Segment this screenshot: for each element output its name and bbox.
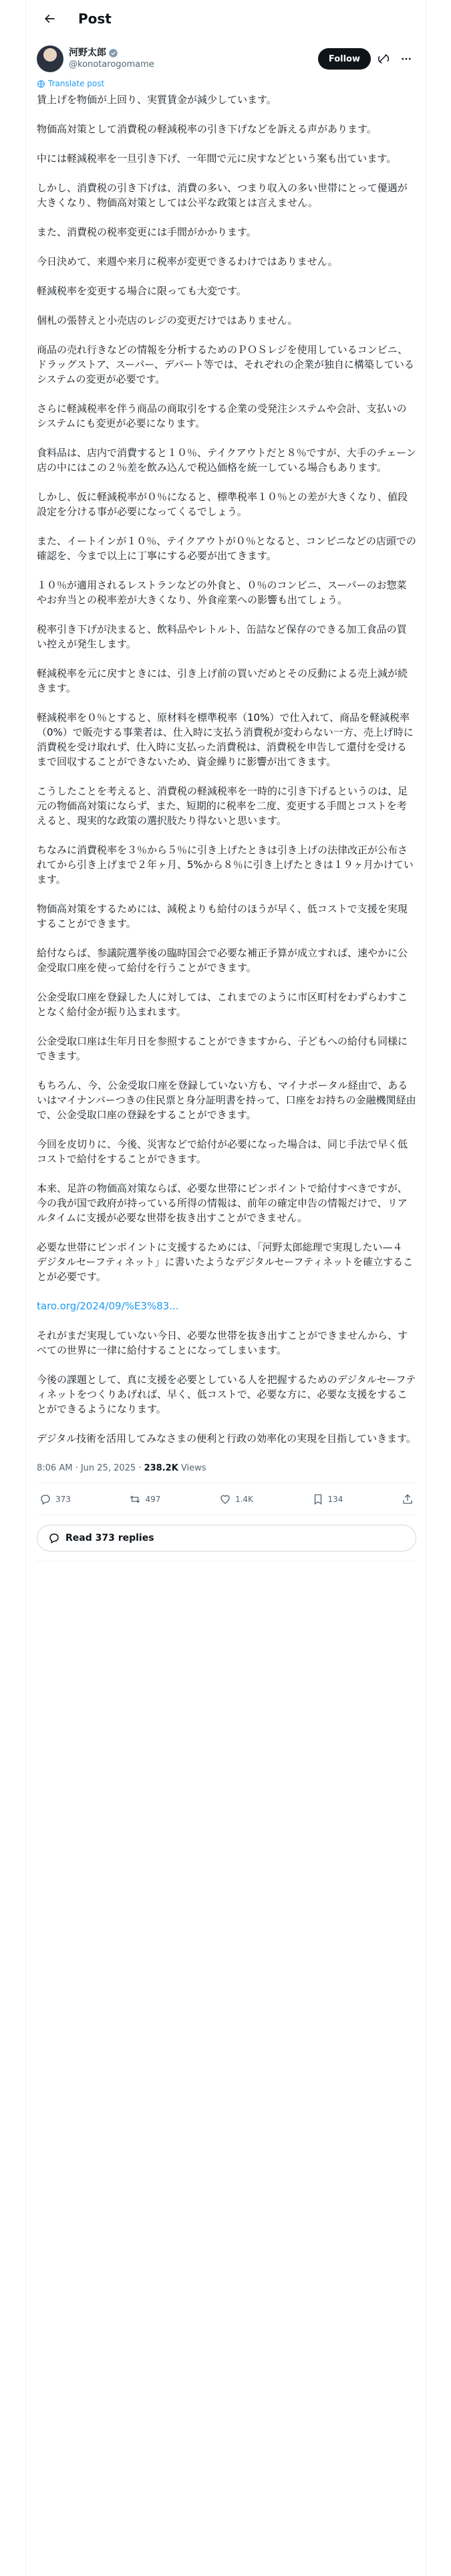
bookmark-icon (312, 1493, 324, 1505)
main-column (25, 0, 426, 2576)
post-paragraph: 給付ならば、参議院選挙後の臨時国会で必要な補正予算が成立すれば、速やかに公金受取口座を使って給付を行うことができます。 (37, 947, 408, 974)
post-paragraph: 税率引き下げが決まると、飲料品やレトルト、缶詰など保存のできる加工食品の買い控えが発生します。 (37, 623, 407, 650)
translate-post-link[interactable] (37, 79, 104, 88)
post-paragraph: 必要な世帯にピンポイントに支援するためには、「河野太郎総理で実現したい—４ デジタルセーフティネット」に書いたようなデジタルセーフティネットを確立することが必要です。 (37, 1241, 414, 1283)
translate-label: Translate post (48, 79, 105, 88)
post-paragraph: 軽減税率を変更する場合に限っても大変です。 (37, 285, 247, 297)
views-label: Views (178, 1463, 206, 1473)
post (26, 41, 426, 1562)
post-paragraph: １０％が適用されるレストランなどの外食と、０％のコンビニ、スーパーのお惣菜やお弁当との税率差が大きくなり、外食産業への影響も出てしょう。 (37, 579, 407, 606)
repost-count: 497 (145, 1494, 161, 1504)
post-link[interactable]: taro.org/2024/09/%E3%83... (37, 1300, 179, 1312)
reply-button[interactable] (39, 1493, 71, 1505)
grok-icon (378, 53, 390, 65)
post-paragraph: また、イートインが１０％、テイクアウトが０％となると、コンビニなどの店頭での確認を、今まで以上に丁寧にする必要が出てきます。 (37, 535, 416, 562)
share-button[interactable] (402, 1493, 414, 1505)
post-paragraph: 物価高対策をするためには、減税よりも給付のほうが早く、低コストで支援を実現することができます。 (37, 903, 408, 930)
post-paragraph: 中には軽減税率を一旦引き下げ、一年間で元に戻すなどという案も出ています。 (37, 152, 397, 165)
author-row (37, 41, 416, 76)
post-paragraph: それがまだ実現していない今日、必要な世帯を抜き出すことができませんから、すべての世界に一律に給付することになってしまいます。 (37, 1329, 408, 1356)
post-paragraph: 今後の課題として、真に支援を必要としている人を把握するためのデジタルセーフティネットをつくりあげれば、早く、低コストで、必要な方に、必要な支援をすることができるようになります。 (37, 1374, 416, 1415)
post-paragraph: 個札の張替えと小売店のレジの変更だけではありません。 (37, 314, 298, 326)
handle[interactable]: @konotarogomame (69, 59, 154, 70)
post-paragraph: 軽減税率を０％とすると、原材料を標準税率（10%）で仕入れて、商品を軽減税率（0%）で販売する事業者は、仕入時に支払う消費税が変わらない一方、売上げ時に消費税を受け取れず、仕入時に支払った消費税は、消費税を申告して還付を受けるまで回収することができないため、資金繰りに影響が出てきます。 (37, 712, 414, 768)
like-count: 1.4K (235, 1494, 253, 1504)
post-paragraph: しかし、消費税の引き下げは、消費の多い、つまり収入の多い世帯にとって優遇が大きくなり、物価高対策としては公平な政策とは言えません。 (37, 182, 408, 209)
post-paragraph: 物価高対策として消費税の軽減税率の引き下げなどを訴える声があります。 (37, 123, 377, 135)
page-title: Post (78, 11, 112, 27)
display-name[interactable]: 河野太郎 (69, 47, 106, 59)
views-count: 238.2K (144, 1463, 178, 1473)
divider (37, 1561, 416, 1562)
repost-icon (129, 1493, 141, 1505)
top-bar (26, 0, 426, 37)
verified-badge-icon (108, 48, 118, 58)
reply-icon (39, 1493, 51, 1505)
grok-button[interactable] (373, 49, 394, 69)
post-paragraph: 商品の売れ行きなどの情報を分析するためのＰＯＳレジを使用しているコンビニ、ドラッグストア、スーパー、デパート等では、それぞれの企業が独自に構築しているシステムの変更が必要です。 (37, 344, 414, 385)
author-names (69, 47, 318, 70)
bookmark-count: 134 (327, 1494, 343, 1504)
post-paragraph: 軽減税率を元に戻すときには、引き上げ前の買いだめとその反動による売上減が続きます。 (37, 667, 408, 694)
post-timestamp[interactable]: 8:06 AM · Jun 25, 2025 · (37, 1463, 144, 1473)
repost-button[interactable] (129, 1493, 160, 1505)
back-button[interactable] (38, 7, 61, 30)
read-replies-label: Read 373 replies (65, 1533, 154, 1543)
post-paragraph: こうしたことを考えると、消費税の軽減税率を一時的に引き下げるというのは、足元の物価高対策にならず、また、短期的に税率を二度、変更する手間とコストを考えると、現実的な政策の選択肢たり得ないと思います。 (37, 785, 408, 827)
post-paragraph: 食料品は、店内で消費すると１０％、テイクアウトだと８％ですが、大手のチェーン店の中にはこの２％差を飲み込んで税込価格を統一している場合もあります。 (37, 447, 416, 473)
action-bar (37, 1483, 416, 1515)
like-button[interactable] (219, 1493, 253, 1505)
share-icon (402, 1493, 414, 1505)
post-paragraph: ちなみに消費税率を３％から５％に引き上げたときは引き上げの法律改正が公布されてから引き上げまで２年ヶ月、5%から８％に引き上げたときは１９ヶ月かけています。 (37, 844, 414, 885)
arrow-left-icon (43, 12, 56, 25)
post-paragraph: また、消費税の税率変更には手間がかかります。 (37, 226, 257, 238)
post-paragraph: 賃上げを物価が上回り、実質賃金が減少しています。 (37, 94, 277, 106)
post-meta (37, 1457, 416, 1483)
reply-icon (48, 1532, 60, 1544)
post-body (37, 92, 416, 1446)
heart-icon (219, 1493, 231, 1505)
post-paragraph: 今回を皮切りに、今後、災害などで給付が必要になった場合は、同じ手法で早く低コストで給付をすることができます。 (37, 1138, 408, 1165)
post-paragraph: もちろん、今、公金受取口座を登録していない方も、マイナポータル経由で、あるいはマイナンバーつきの住民票と身分証明書を持って、口座をお持ちの金融機関経由で、公金受取口座の登録をすることができます。 (37, 1079, 416, 1121)
globe-icon (37, 80, 45, 88)
more-button[interactable] (396, 49, 416, 69)
avatar[interactable] (37, 45, 63, 72)
post-paragraph: さらに軽減税率を伴う商品の商取引をする企業の受発注システムや会計、支払いのシステムにも変更が必要になります。 (37, 403, 407, 429)
post-paragraph: デジタル技術を活用してみなさまの便利と行政の効率化の実現を目指していきます。 (37, 1432, 416, 1444)
post-paragraph: しかし、仮に軽減税率が０％になると、標準税率１０％との差が大きくなり、値段設定を分ける事が必要になってくるでしょう。 (37, 491, 408, 518)
post-paragraph: 本来、足許の物価高対策ならば、必要な世帯にピンポイントで給付すべきですが、今の我が国で政府が持っている所得の情報は、前年の確定申告の情報だけで、リアルタイムに支援が必要な世帯を抜き出すことができません。 (37, 1182, 408, 1224)
display-name-row (69, 47, 318, 60)
follow-button[interactable]: Follow (318, 48, 371, 70)
post-paragraph: 公金受取口座は生年月日を参照することができますから、子どもへの給付も同様にできます。 (37, 1035, 408, 1062)
post-paragraph: 今日決めて、来週や来月に税率が変更できるわけではありません。 (37, 255, 338, 267)
reply-count: 373 (55, 1494, 71, 1504)
post-paragraph: 公金受取口座を登録した人に対しては、これまでのように市区町村をわずらわすことなく給付金が振り込まれます。 (37, 991, 408, 1018)
more-icon (400, 53, 412, 65)
read-replies-button[interactable] (37, 1525, 416, 1551)
bookmark-button[interactable] (312, 1493, 343, 1505)
